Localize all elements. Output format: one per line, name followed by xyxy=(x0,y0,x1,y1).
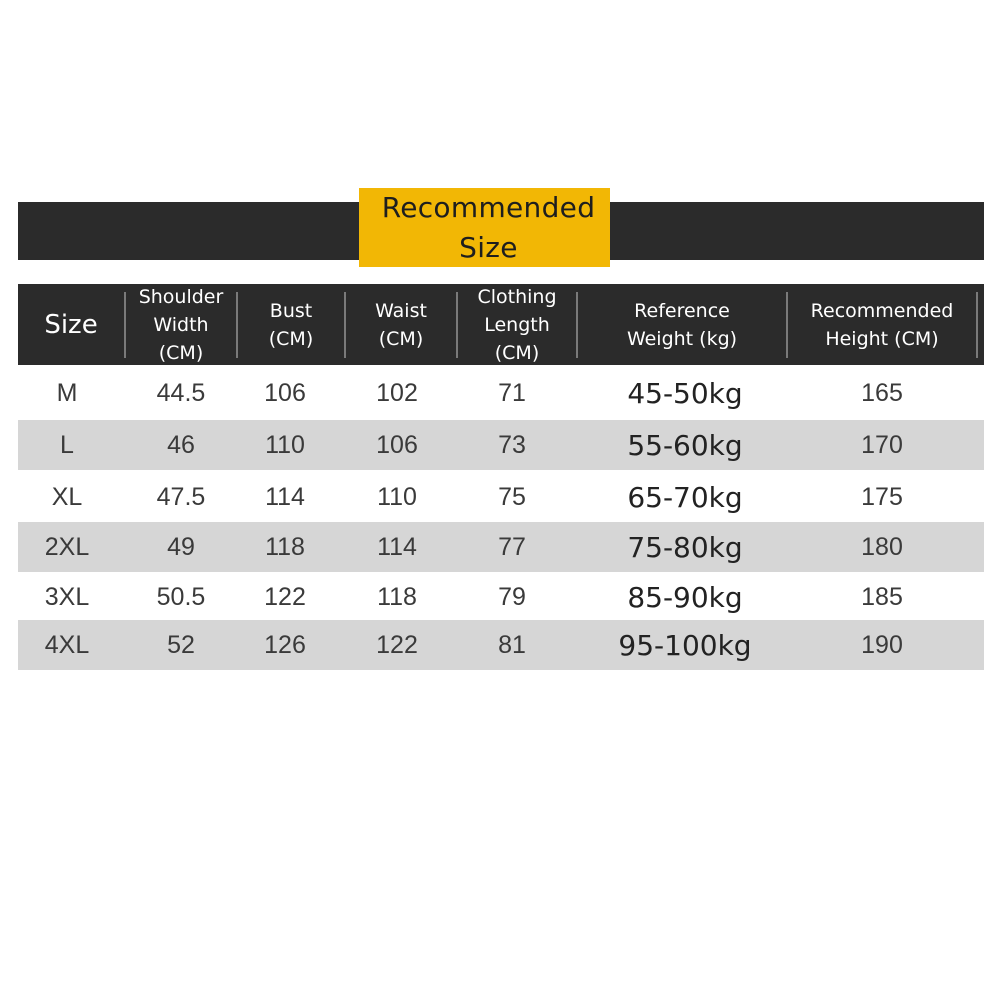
header-waist-label: Waist (CM) xyxy=(375,299,427,350)
header-waist xyxy=(346,284,456,365)
header-size: Size xyxy=(44,309,98,340)
cell-clothing-length: 71 xyxy=(498,378,526,407)
cell-shoulder-width: 47.5 xyxy=(156,482,206,511)
table-row xyxy=(18,620,984,670)
cell-shoulder-width: 49 xyxy=(167,532,195,561)
cell-shoulder-width: 44.5 xyxy=(156,378,206,407)
cell-shoulder-width: 52 xyxy=(167,630,195,659)
header-clothing-length xyxy=(458,284,576,365)
table-row xyxy=(18,572,984,622)
cell-recommended-height: 170 xyxy=(861,430,903,459)
cell-clothing-length: 79 xyxy=(498,582,526,611)
cell-clothing-length: 75 xyxy=(498,482,526,511)
cell-waist: 118 xyxy=(377,582,417,611)
header-reference-weight xyxy=(578,284,786,365)
cell-reference-weight: 75-80kg xyxy=(627,530,743,564)
cell-size: 3XL xyxy=(44,582,90,611)
header-shoulder-width-label: Shoulder Width (CM) xyxy=(138,285,224,364)
cell-reference-weight: 45-50kg xyxy=(627,376,743,410)
cell-size: L xyxy=(60,430,74,459)
header-divider xyxy=(976,292,978,358)
cell-shoulder-width: 50.5 xyxy=(156,582,206,611)
cell-recommended-height: 180 xyxy=(861,532,903,561)
cell-shoulder-width: 46 xyxy=(167,430,195,459)
cell-recommended-height: 190 xyxy=(861,630,903,659)
cell-waist: 110 xyxy=(377,482,417,511)
cell-reference-weight: 85-90kg xyxy=(627,580,743,614)
cell-bust: 114 xyxy=(265,482,305,511)
cell-reference-weight: 65-70kg xyxy=(627,480,743,514)
cell-bust: 126 xyxy=(264,630,306,659)
table-row xyxy=(18,472,984,522)
header-clothing-length-label: Clothing Length (CM) xyxy=(477,285,557,364)
header-bust xyxy=(238,284,344,365)
cell-recommended-height: 165 xyxy=(861,378,903,407)
cell-clothing-length: 81 xyxy=(498,630,526,659)
cell-reference-weight: 95-100kg xyxy=(618,628,752,662)
cell-size: 2XL xyxy=(44,532,90,561)
table-row xyxy=(18,368,984,418)
cell-waist: 114 xyxy=(377,532,417,561)
header-shoulder-width xyxy=(126,284,236,365)
cell-recommended-height: 185 xyxy=(861,582,903,611)
cell-waist: 102 xyxy=(376,378,418,407)
chart-title xyxy=(359,188,610,267)
cell-reference-weight: 55-60kg xyxy=(627,428,743,462)
header-bust-label: Bust (CM) xyxy=(268,299,314,350)
table-row xyxy=(18,420,984,470)
cell-bust: 110 xyxy=(265,430,305,459)
header-recommended-height xyxy=(788,284,976,365)
chart-title-text: Recommended Size xyxy=(381,190,596,264)
cell-waist: 122 xyxy=(376,630,418,659)
header-recommended-height-label: Recommended Height (CM) xyxy=(810,299,954,350)
table-row xyxy=(18,522,984,572)
cell-clothing-length: 73 xyxy=(498,430,526,459)
cell-size: XL xyxy=(51,482,83,511)
cell-bust: 122 xyxy=(264,582,306,611)
cell-bust: 118 xyxy=(265,532,305,561)
cell-clothing-length: 77 xyxy=(498,532,526,561)
cell-bust: 106 xyxy=(264,378,306,407)
cell-recommended-height: 175 xyxy=(861,482,903,511)
cell-waist: 106 xyxy=(376,430,418,459)
table-header xyxy=(18,284,984,365)
header-reference-weight-label: Reference Weight (kg) xyxy=(626,299,738,350)
cell-size: M xyxy=(56,378,78,407)
cell-size: 4XL xyxy=(44,630,90,659)
